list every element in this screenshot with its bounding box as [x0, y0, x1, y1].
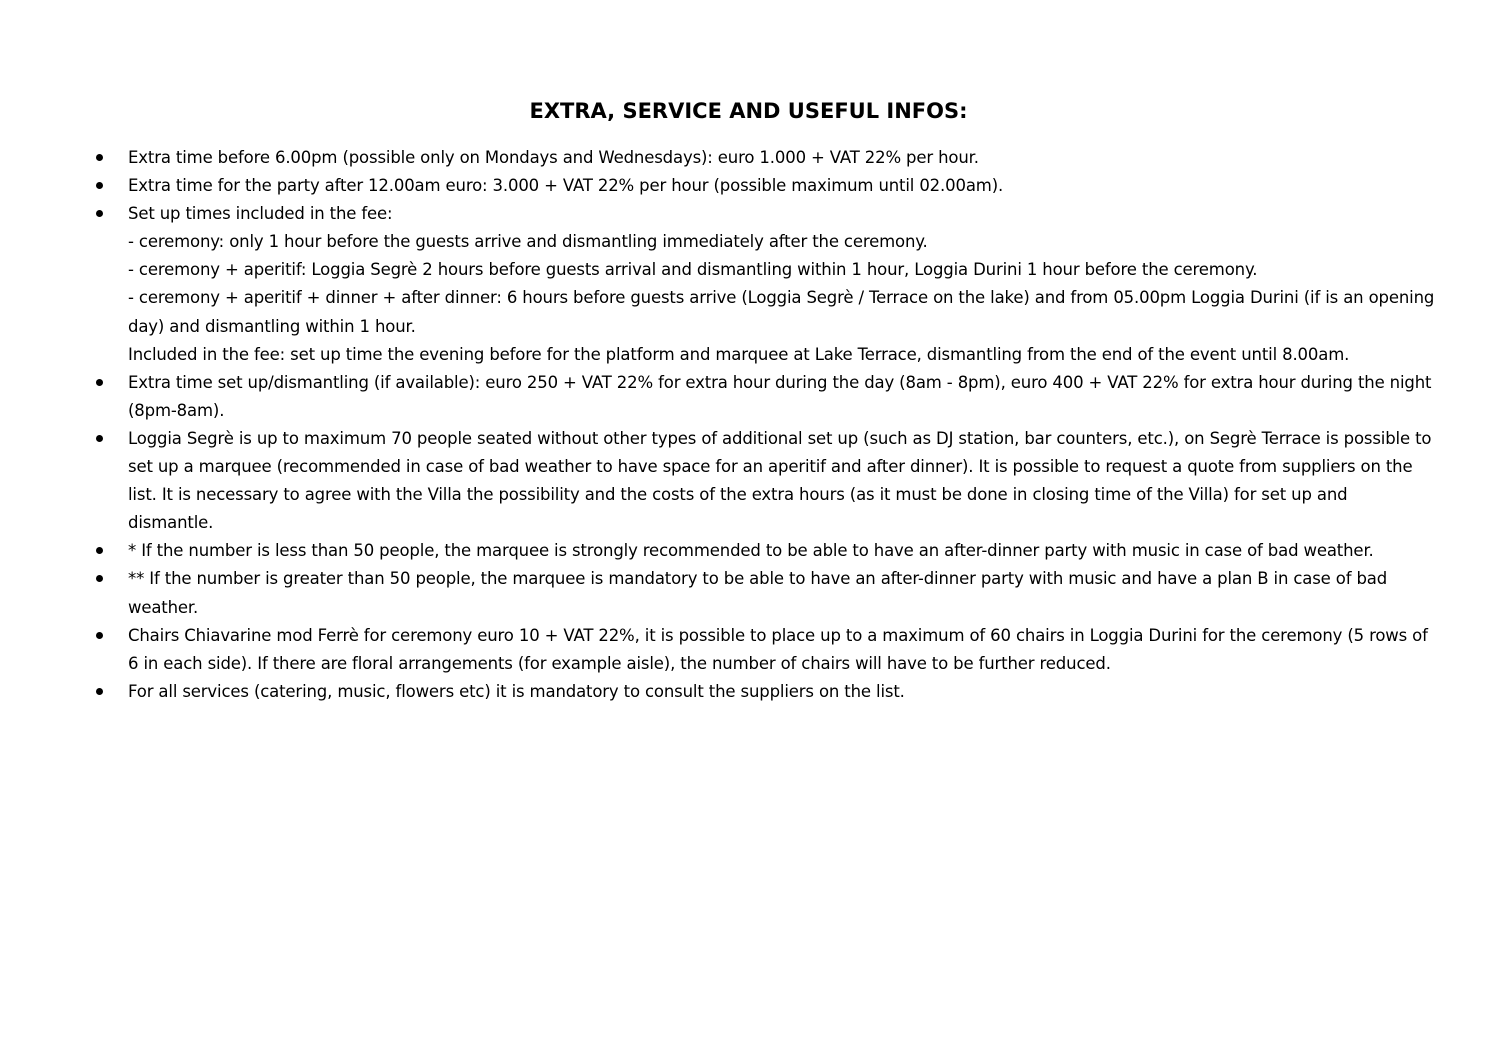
- list-item-text: For all services (catering, music, flowers etc) it is mandatory to consult the suppliers on the list.: [128, 681, 905, 701]
- list-item: [0, 678, 1435, 706]
- list-item: [0, 425, 1435, 537]
- list-item: [0, 144, 1435, 172]
- list-item-text: Extra time before 6.00pm (possible only on Mondays and Wednesdays): euro 1.000 + VAT 22% per hour.: [128, 148, 979, 167]
- bullet-icon: [96, 547, 103, 554]
- bullet-icon: [96, 435, 103, 442]
- list-item-subline: - ceremony + aperitif: Loggia Segrè 2 hours before guests arrival and dismantling within 1 hour, Loggia Durini 1 hour before the ceremony.: [128, 260, 1258, 280]
- list-item-subline: - ceremony + aperitif + dinner + after dinner: 6 hours before guests arrive (Loggia Segrè / Terrace on the lake) and from 05.00pm Loggia Durini (if is an opening day) and dismantling within 1 hour.: [128, 288, 1435, 336]
- bullet-icon: [96, 575, 103, 582]
- bullet-icon: [96, 182, 103, 189]
- list-item-text: Extra time set up/dismantling (if available): euro 250 + VAT 22% for extra hour during the day (8am - 8pm), euro 400 + VAT 22% for extra hour during the night (8pm-8am).: [128, 372, 1432, 420]
- list-item-text: Set up times included in the fee:: [128, 204, 393, 224]
- bullet-icon: [96, 210, 103, 217]
- list-item-text: Chairs Chiavarine mod Ferrè for ceremony euro 10 + VAT 22%, it is possible to place up to a maximum of 60 chairs in Loggia Durini for the ceremony (5 rows of 6 in each side). If there are floral arrangements (for example aisle), the number of chairs will have to be further reduced.: [128, 625, 1428, 673]
- list-item-subline: Included in the fee: set up time the evening before for the platform and marquee at Lake Terrace, dismantling from the end of the event until 8.00am.: [128, 344, 1350, 364]
- page-title: EXTRA, SERVICE AND USEFUL INFOS:: [529, 99, 968, 123]
- bullet-icon: [96, 154, 103, 161]
- list-item-text: ** If the number is greater than 50 people, the marquee is mandatory to be able to have an after-dinner party with music and have a plan B in case of bad weather.: [128, 569, 1388, 617]
- list-item: [0, 622, 1435, 678]
- bullet-icon: [96, 632, 103, 639]
- info-list: [0, 144, 1497, 706]
- list-item-text: Loggia Segrè is up to maximum 70 people seated without other types of additional set up (such as DJ station, bar counters, etc.), on Segrè Terrace is possible to set up a marquee (recommended in case of bad weather to have space for an aperitif and after dinner). It is possible to request a quote from suppliers on the list. It is necessary to agree with the Villa the possibility and the costs of the extra hours (as it must be done in closing time of the Villa) for set up and dismantle.: [128, 428, 1432, 533]
- bullet-icon: [96, 688, 103, 695]
- list-item: [0, 537, 1435, 565]
- list-item-text: * If the number is less than 50 people, the marquee is strongly recommended to be able to have an after-dinner party with music in case of bad weather.: [128, 541, 1374, 561]
- list-item: [0, 172, 1435, 200]
- list-item: [0, 369, 1435, 425]
- bullet-icon: [96, 379, 103, 386]
- list-item: [0, 565, 1435, 621]
- list-item-text: Extra time for the party after 12.00am euro: 3.000 + VAT 22% per hour (possible maximum until 02.00am).: [128, 176, 1004, 196]
- list-item: [0, 200, 1435, 369]
- list-item-subline: - ceremony: only 1 hour before the guests arrive and dismantling immediately after the ceremony.: [128, 232, 928, 252]
